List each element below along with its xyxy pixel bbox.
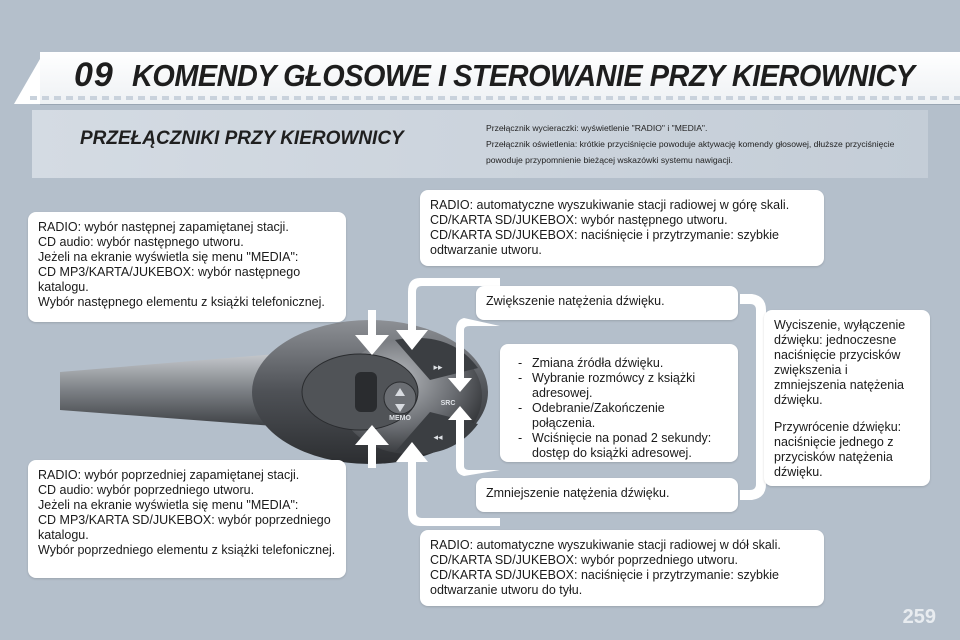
callout-line: RADIO: wybór następnej zapamiętanej stacji.: [38, 220, 289, 234]
callout-line: Jeżeli na ekranie wyświetla się menu "MEDIA":: [38, 498, 299, 512]
callout-top-right: [420, 190, 824, 266]
callout-line: CD/KARTA SD/JUKEBOX: wybór następnego utworu.: [430, 213, 728, 227]
callout-line: Zmniejszenie natężenia dźwięku.: [486, 486, 670, 500]
callout-top-left: [28, 212, 346, 322]
section-title: PRZEŁĄCZNIKI PRZY KIEROWNICY: [80, 128, 404, 149]
next-glyph: ▸▸: [433, 363, 443, 373]
arrow-mute-down: [740, 400, 766, 500]
callout-bottom-left: [28, 460, 346, 578]
callout-line: RADIO: wybór poprzedniej zapamiętanej stacji.: [38, 468, 300, 482]
arrow-mute-up: [740, 294, 766, 400]
callout-line: CD audio: wybór następnego utworu.: [38, 235, 244, 249]
callout-source: [500, 344, 738, 462]
thumbwheel: [355, 372, 377, 412]
callout-mute: [764, 310, 930, 486]
callout-line: RADIO: automatyczne wyszukiwanie stacji radiowej w górę skali.: [430, 198, 790, 212]
callout-line: CD MP3/KARTA/JUKEBOX: wybór następnego katalogu.: [38, 265, 301, 294]
callout-line: Wybór poprzedniego elementu z książki telefonicznej.: [38, 543, 336, 557]
callout-line: RADIO: automatyczne wyszukiwanie stacji radiowej w dół skali.: [430, 538, 781, 552]
lighting-note: Przełącznik oświetlenia: krótkie przyciśnięcie powoduje aktywację komendy głosowej, dłuższe przyciśnięcie powoduje przypomnienie bieżącej wskazówki systemu nawigacji.: [486, 139, 895, 165]
callout-bottom-right: [420, 530, 824, 606]
callout-line: Przywrócenie dźwięku: naciśnięcie jednego z przycisków natężenia dźwięku.: [774, 420, 902, 479]
callout-line: CD MP3/KARTA SD/JUKEBOX: wybór poprzedniego katalogu.: [38, 513, 331, 542]
chapter-title: KOMENDY GŁOSOWE I STEROWANIE PRZY KIEROWNICY: [132, 58, 915, 93]
page-number: 259: [902, 606, 936, 628]
memo-label: MEMO: [389, 415, 411, 422]
callout-line: Jeżeli na ekranie wyświetla się menu "MEDIA":: [38, 250, 299, 264]
callout-line: CD audio: wybór poprzedniego utworu.: [38, 483, 255, 497]
callout-vol-down: [476, 478, 738, 512]
callout-line: Wybór następnego elementu z książki telefonicznej.: [38, 295, 325, 309]
callout-line: CD/KARTA SD/JUKEBOX: naciśnięcie i przytrzymanie: szybkie odtwarzanie utworu do tyłu.: [430, 568, 779, 597]
callout-line: Wyciszenie, wyłączenie dźwięku: jednoczesne naciśnięcie przycisków zwiększenia i zmniejszenia natężenia dźwięku.: [774, 318, 906, 407]
src-label: SRC: [440, 400, 456, 407]
list-item: - Wciśnięcie na ponad 2 sekundy: dostęp do książki adresowej.: [532, 431, 728, 461]
callout-line: CD/KARTA SD/JUKEBOX: wybór poprzedniego utworu.: [430, 553, 739, 567]
chapter-number: 09: [74, 56, 114, 94]
callout-line: Zwiększenie natężenia dźwięku.: [486, 294, 665, 308]
list-item: - Zmiana źródła dźwięku.: [532, 356, 728, 371]
list-item: - Odebranie/Zakończenie połączenia.: [532, 401, 728, 431]
callout-line: CD/KARTA SD/JUKEBOX: naciśnięcie i przytrzymanie: szybkie odtwarzanie utworu.: [430, 228, 779, 257]
wiper-note: Przełącznik wycieraczki: wyświetlenie "RADIO" i "MEDIA".: [486, 123, 708, 133]
prev-glyph: ◂◂: [433, 433, 443, 443]
list-item: - Wybranie rozmówcy z książki adresowej.: [532, 371, 728, 401]
callout-vol-up: [476, 286, 738, 320]
